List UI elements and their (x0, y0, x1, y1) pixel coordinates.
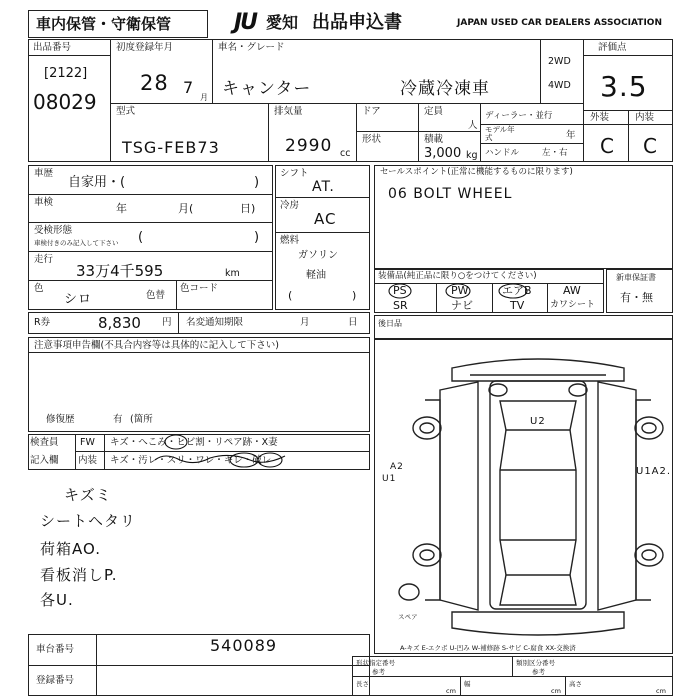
fuel-label: 燃料 (280, 235, 300, 246)
hand-note-3: 荷箱AO. (40, 540, 101, 558)
warranty-label: 新車保証書 (616, 273, 656, 282)
notes-label: 注意事項申告欄(不具合内容等は具体的に記入して下さい) (34, 340, 279, 351)
divider (584, 110, 673, 111)
divider (28, 55, 110, 56)
reg-number-label: 登録番号 (36, 675, 75, 686)
org-name: 愛知 (266, 13, 299, 32)
damage-mark-left-2: U1 (382, 474, 397, 484)
divider (356, 103, 357, 162)
sales-point-frame (374, 165, 673, 269)
divider (628, 110, 629, 162)
height-unit: cm (656, 687, 666, 695)
divider (275, 232, 370, 233)
width-label: 幅 (464, 680, 471, 688)
divider (104, 434, 105, 470)
inspector-interior-label: 内装 (78, 455, 98, 466)
fuel-open: ( (288, 289, 293, 302)
car-grade-value: 冷蔵冷凍車 (400, 79, 490, 99)
repair-value: 有 (113, 414, 123, 425)
recycle-unit: 円 (162, 317, 172, 328)
lot-label: 出品番号 (33, 42, 72, 53)
door-label: ドア (362, 106, 381, 117)
lot-number: 08029 (33, 90, 97, 114)
class-number-label: 類別区分番号 (516, 659, 555, 667)
load-label: 積載 (424, 134, 444, 145)
later-items-label: 後日品 (378, 319, 402, 328)
repair-location: (箇所 (130, 414, 153, 425)
inspector-label-2: 記入欄 (30, 455, 59, 466)
ac-label: 冷房 (280, 200, 300, 211)
chassis-label: 車台番号 (36, 644, 75, 655)
divider (436, 283, 437, 313)
divider (28, 194, 273, 195)
equipment-sr: SR (393, 299, 408, 312)
diagram-frame (374, 339, 673, 654)
hand-note-1: キズミ (64, 486, 112, 504)
color-change-label: 色替 (146, 290, 166, 301)
spare-label: スペア (398, 613, 418, 621)
mileage-label: 走行 (34, 254, 54, 265)
equipment-navi: ナビ (451, 299, 473, 312)
receipt-close: ) (254, 230, 260, 245)
damage-mark-left-1: A2 (390, 462, 404, 472)
model-year-unit: 年 (566, 130, 576, 141)
car-type-close: ) (254, 175, 260, 190)
divider (584, 55, 673, 56)
inspection-month: 月( (178, 202, 194, 215)
receipt-note: 車検付きのみ記入して下さい (34, 239, 119, 247)
warranty-options: 有・無 (620, 291, 653, 304)
divider (75, 434, 76, 470)
divider (418, 103, 419, 162)
dealer-label: ディーラー・並行 (485, 111, 553, 121)
model-year-label: モデル年式 (485, 125, 515, 142)
handle-options: 左・右 (542, 148, 568, 158)
storage-title: 車内保管・守衛保管 (36, 15, 172, 33)
score-value: 3.5 (600, 70, 648, 103)
recycle-label: R券 (34, 317, 51, 328)
displacement-label: 排気量 (274, 106, 303, 117)
lot-sub-number: [2122] (44, 66, 88, 81)
color-label: 色 (34, 283, 44, 294)
model-value: TSG-FEB73 (122, 138, 220, 157)
color-value: シロ (64, 292, 93, 307)
handle-label: ハンドル (485, 148, 520, 158)
load-value: 3,000 (424, 146, 462, 161)
length-label: 長さ (356, 680, 369, 688)
divider (356, 131, 480, 132)
equipment-pw: PW (451, 284, 469, 297)
divider (583, 39, 584, 162)
assoc-name: JAPAN USED CAR DEALERS ASSOCIATION (457, 18, 662, 28)
interior-score: C (643, 134, 658, 158)
car-name-value: キャンター (222, 79, 312, 99)
class-number-ref: 参考 (532, 668, 545, 676)
mileage-unit: km (225, 268, 240, 279)
inspector-fw-label: FW (80, 437, 95, 448)
divider (268, 103, 269, 162)
registration-month: 7 (183, 78, 195, 97)
divider (212, 39, 213, 103)
name-change-label: 名変通知期限 (186, 317, 244, 328)
form-title: 出品申込書 (312, 12, 402, 33)
equipment-leather-seat: カワシート (550, 300, 596, 310)
divider (275, 197, 370, 198)
exterior-label: 外装 (590, 112, 610, 123)
capacity-unit: 人 (468, 120, 478, 131)
divider (480, 143, 583, 144)
divider (96, 634, 97, 696)
divider (28, 251, 273, 252)
inspection-label: 車検 (34, 197, 54, 208)
capacity-label: 定員 (424, 106, 444, 117)
registration-label: 初度登録年月 (116, 42, 174, 53)
divider (176, 280, 177, 310)
divider (110, 103, 584, 104)
drive-2wd: 2WD (548, 56, 571, 67)
displacement-value: 2990 (285, 136, 333, 156)
shift-label: シフト (280, 168, 309, 179)
divider (110, 39, 111, 162)
load-unit: kg (466, 150, 478, 161)
divider (565, 676, 566, 696)
inspector-label-1: 検査員 (30, 437, 59, 448)
car-type-label: 車歴 (34, 168, 54, 179)
displacement-unit: cc (340, 148, 351, 159)
car-name-label: 車名・グレード (218, 42, 285, 53)
divider (540, 39, 541, 103)
divider (28, 665, 370, 666)
ac-value: AC (314, 210, 337, 228)
shift-value: AT. (312, 179, 335, 195)
inspection-day: 日) (240, 202, 256, 215)
width-unit: cm (551, 687, 561, 695)
equipment-airbag: エアB (502, 284, 532, 297)
sales-point-label: セールスポイント(正常に機能するものに限ります) (380, 167, 573, 177)
ju-logo: JU (234, 10, 257, 35)
equipment-ps: PS (393, 284, 407, 297)
registration-year: 28 (140, 71, 169, 95)
exterior-score: C (600, 134, 615, 158)
form-number-ref: 参考 (372, 668, 385, 676)
divider (492, 283, 493, 313)
fuel-gasoline: ガソリン (298, 250, 338, 261)
fuel-diesel: 軽油 (306, 270, 326, 281)
height-label: 高さ (569, 680, 582, 688)
divider (584, 124, 673, 125)
hand-note-4: 看板消しP. (40, 566, 118, 584)
divider (28, 352, 370, 353)
recycle-value: 8,830 (98, 314, 141, 332)
score-label: 評価点 (598, 42, 627, 53)
receipt-open: ( (138, 230, 144, 245)
later-items-frame (374, 315, 673, 339)
shape-label: 形状 (362, 134, 382, 145)
damage-mark-right: U1A2. (636, 466, 672, 477)
divider (480, 103, 481, 162)
fuel-close: ) (352, 289, 357, 302)
drive-4wd: 4WD (548, 80, 571, 91)
car-type-value: 自家用・( (68, 175, 126, 190)
mileage-value: 33万4千595 (76, 262, 164, 280)
repair-label: 修復歴 (46, 414, 75, 425)
form-number-label: 形状指定番号 (356, 659, 395, 667)
equipment-label: 装備品(純正品に限り○をつけてください) (378, 271, 537, 281)
color-code-label: 色コード (180, 283, 219, 294)
name-change-month: 月 (300, 317, 310, 328)
hand-note-2: シートヘタリ (40, 512, 137, 530)
divider (547, 283, 548, 313)
divider (75, 451, 370, 452)
inspector-fw-text: キズ・へこみ・ヒビ割・リペア跡・X妻 (110, 437, 278, 448)
interior-label: 内装 (635, 112, 655, 123)
divider (512, 656, 513, 676)
damage-mark-roof: U2 (530, 416, 546, 427)
divider (178, 312, 179, 334)
equipment-tv: TV (510, 299, 525, 312)
divider (28, 222, 273, 223)
registration-month-unit: 月 (200, 93, 208, 102)
inspector-interior-text: キズ・汚レ・スリ・ワレ・キレ・破レ (110, 455, 272, 466)
damage-legend: A-キズ E-エクボ U-凹み W-補修跡 S-サビ C-腐食 XX-交換済 (400, 644, 576, 652)
chassis-value: 540089 (210, 636, 278, 655)
inspection-year: 年 (116, 202, 127, 215)
name-change-day: 日 (348, 317, 358, 328)
model-label: 型式 (116, 106, 136, 117)
length-unit: cm (446, 687, 456, 695)
hand-note-5: 各U. (40, 591, 74, 609)
divider (460, 676, 461, 696)
equipment-aw: AW (563, 284, 581, 297)
receipt-label: 受検形態 (34, 225, 73, 236)
divider (352, 676, 673, 677)
sales-point-value: 06 BOLT WHEEL (388, 186, 513, 202)
